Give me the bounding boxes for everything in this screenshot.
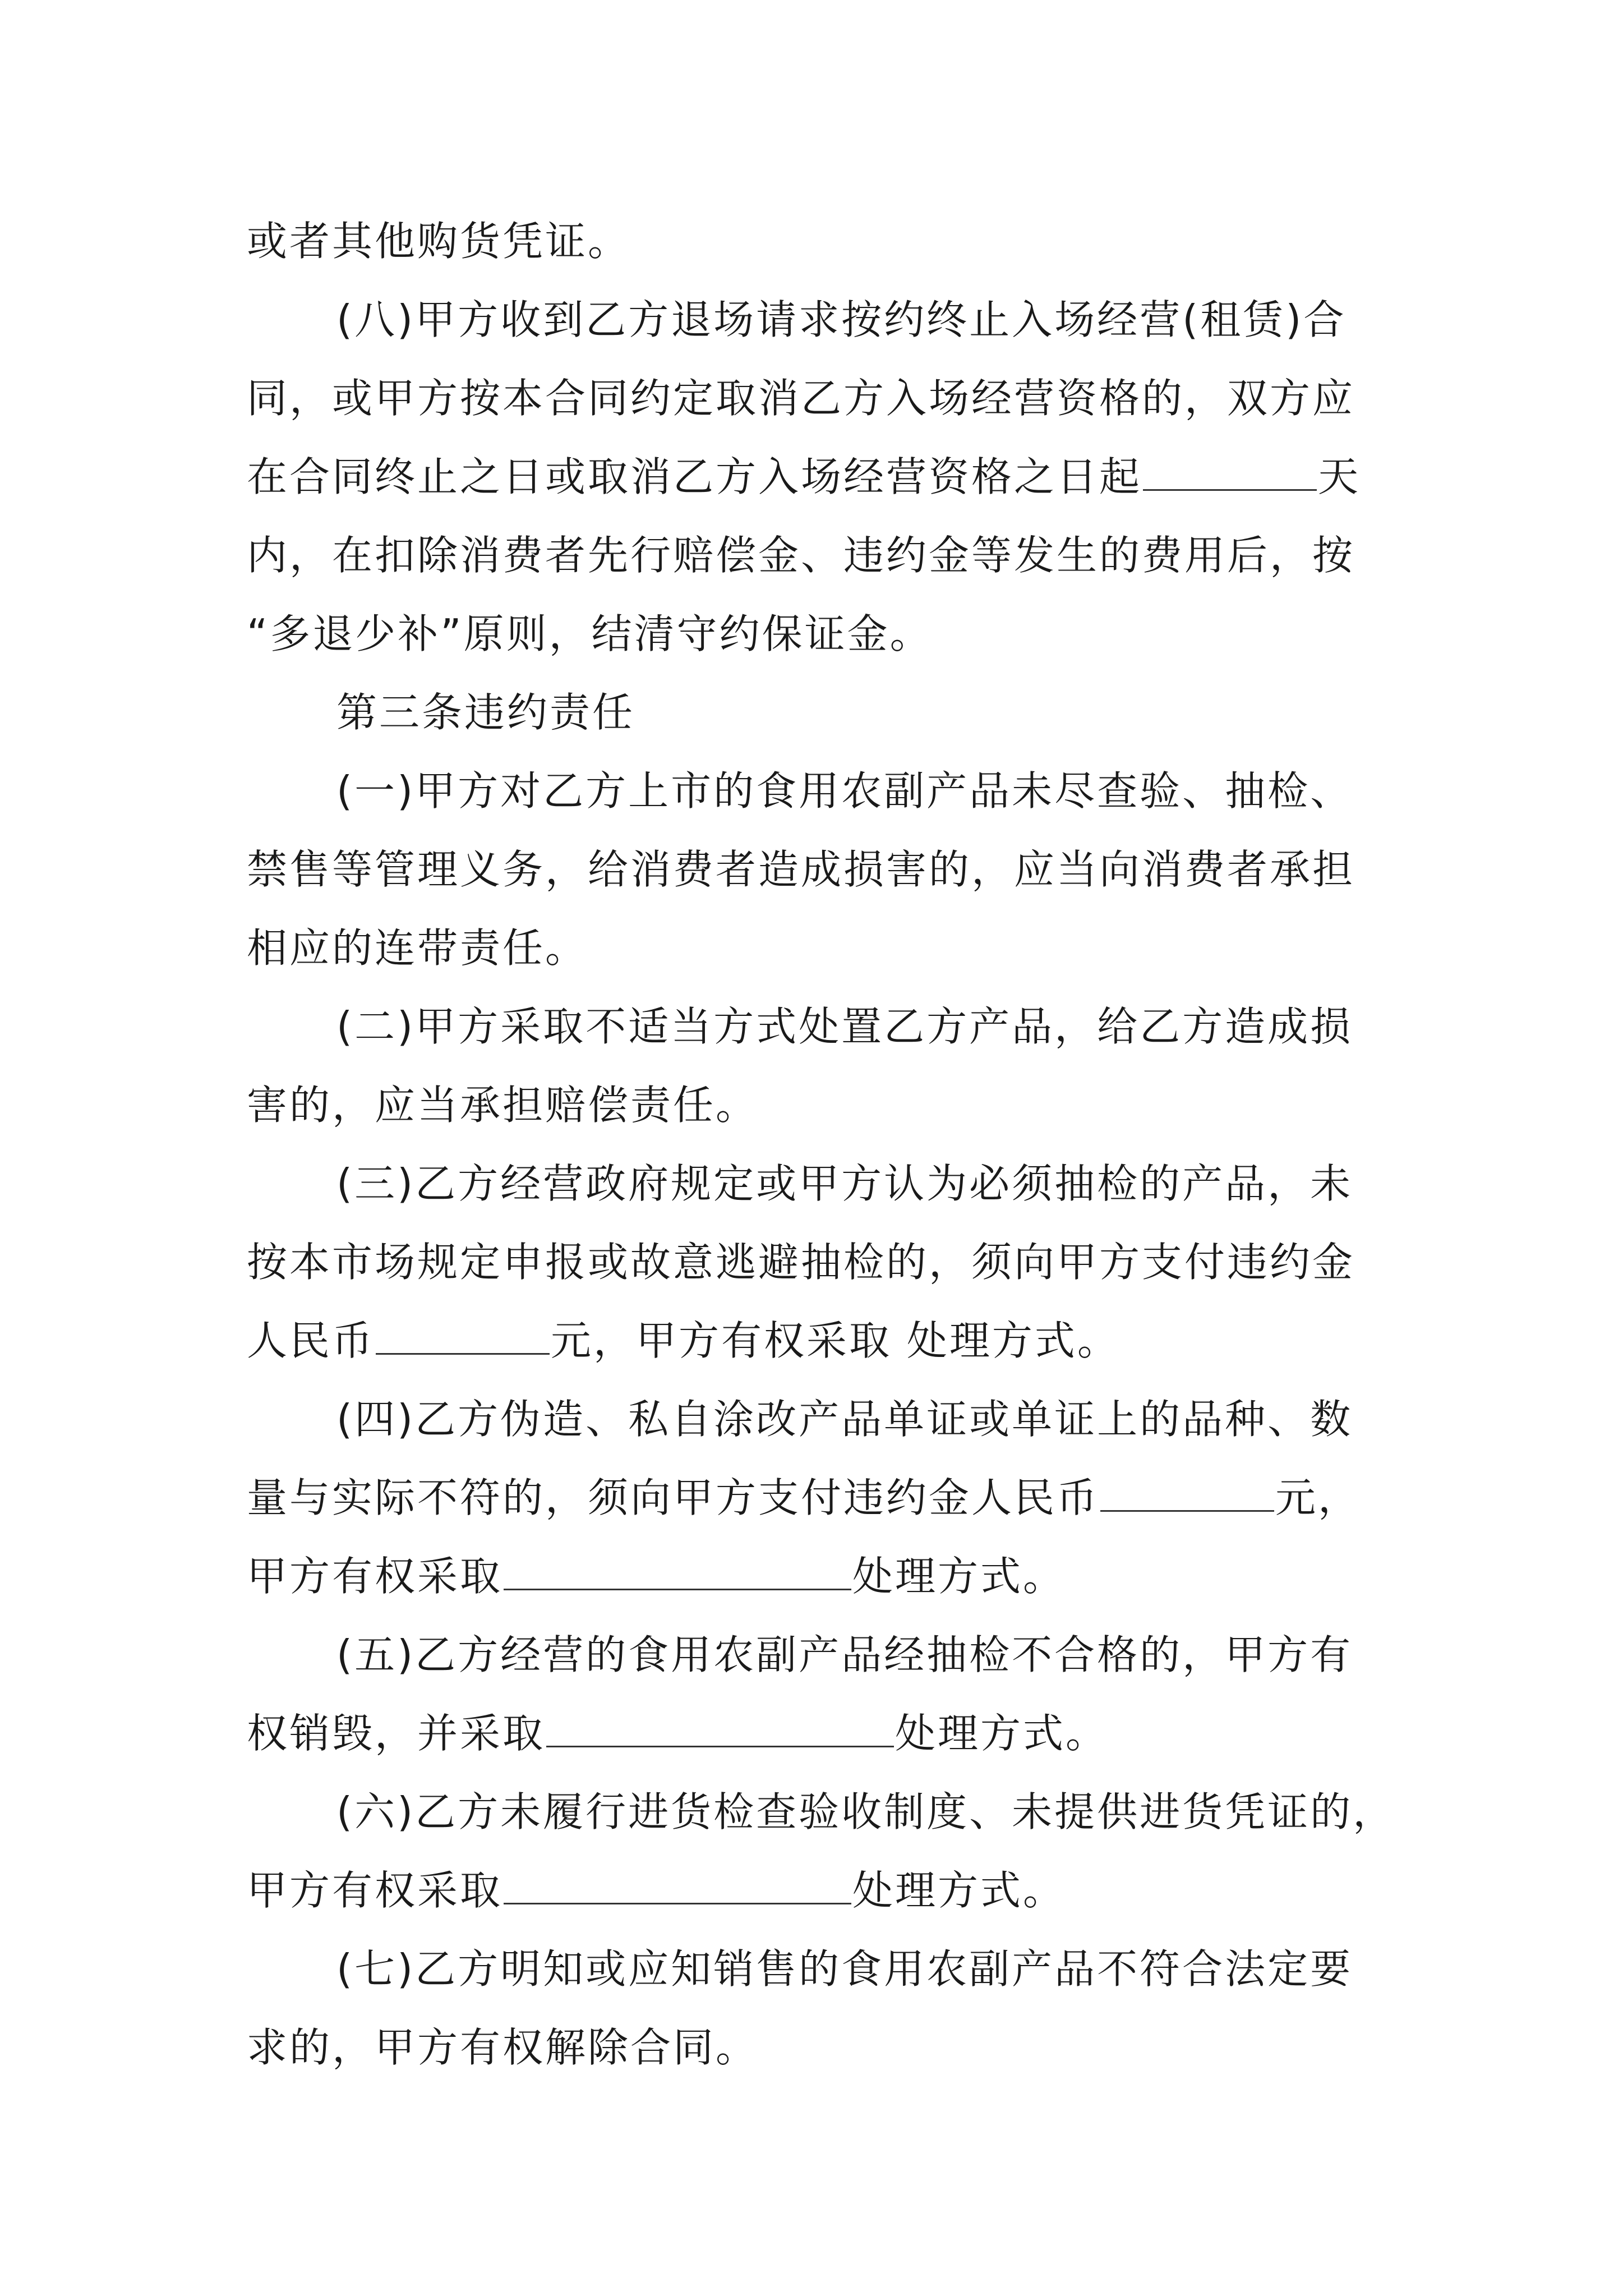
text-line bbox=[247, 365, 1355, 432]
fill-in-blank bbox=[1143, 457, 1317, 491]
section-heading bbox=[336, 679, 635, 746]
text-segment: (七)乙方明知或应知销售的食用农副产品不符合法定要 bbox=[336, 1945, 1353, 1993]
text-segment: 处理方式。 bbox=[852, 1553, 1066, 1600]
text-segment: 第三条违约责任 bbox=[336, 689, 635, 736]
text-line bbox=[247, 914, 588, 982]
text-segment: “多退少补”原则，结清守约保证金。 bbox=[247, 610, 933, 657]
text-segment: (八)甲方收到乙方退场请求按约终止入场经营(租赁)合 bbox=[336, 296, 1347, 343]
text-segment: 禁售等管理义务，给消费者造成损害的，应当向消费者承担 bbox=[247, 846, 1355, 893]
text-line bbox=[336, 1621, 1353, 1688]
text-line bbox=[247, 1464, 1361, 1531]
text-line bbox=[336, 993, 1353, 1060]
text-segment: 内，在扣除消费者先行赔偿金、违约金等发生的费用后，按 bbox=[247, 532, 1355, 579]
text-line bbox=[336, 1150, 1353, 1217]
text-line bbox=[247, 208, 630, 275]
text-segment: 元，甲方有权采取 处理方式。 bbox=[551, 1317, 1120, 1364]
text-segment: (四)乙方伪造、私自涂改产品单证或单证上的品种、数 bbox=[336, 1396, 1353, 1443]
text-segment: 相应的连带责任。 bbox=[247, 924, 588, 972]
text-line bbox=[247, 1071, 758, 1139]
text-segment: 量与实际不符的，须向甲方支付违约金人民币 bbox=[247, 1474, 1100, 1521]
fill-in-blank bbox=[376, 1320, 550, 1355]
text-line bbox=[247, 1228, 1355, 1296]
text-segment: 同，或甲方按本合同约定取消乙方入场经营资格的，双方应 bbox=[247, 375, 1355, 422]
text-segment: 甲方有权采取 bbox=[247, 1867, 503, 1914]
fill-in-blank bbox=[504, 1870, 851, 1904]
text-segment: 或者其他购货凭证。 bbox=[247, 218, 631, 265]
text-line bbox=[247, 600, 933, 668]
text-line bbox=[247, 443, 1361, 510]
text-line bbox=[247, 1543, 1066, 1610]
text-segment: 甲方有权采取 bbox=[247, 1553, 503, 1600]
text-line bbox=[336, 286, 1346, 353]
text-line bbox=[336, 1386, 1353, 1453]
text-segment: (五)乙方经营的食用农副产品经抽检不合格的，甲方有 bbox=[336, 1631, 1353, 1678]
fill-in-blank bbox=[1100, 1478, 1274, 1512]
fill-in-blank bbox=[546, 1713, 894, 1747]
fill-in-blank bbox=[504, 1556, 851, 1590]
text-line bbox=[247, 2014, 758, 2081]
text-segment: 求的，甲方有权解除合同。 bbox=[247, 2024, 759, 2071]
text-line bbox=[336, 757, 1353, 825]
text-line bbox=[247, 836, 1355, 903]
text-line bbox=[247, 1700, 1108, 1767]
text-segment: 按本市场规定申报或故意逃避抽检的，须向甲方支付违约金 bbox=[247, 1239, 1355, 1286]
text-segment: 元， bbox=[1275, 1474, 1361, 1521]
text-segment: 天 bbox=[1318, 453, 1361, 500]
text-segment: (一)甲方对乙方上市的食用农副产品未尽查验、抽检、 bbox=[336, 767, 1353, 815]
text-segment: 在合同终止之日或取消乙方入场经营资格之日起 bbox=[247, 453, 1142, 500]
text-line bbox=[247, 1307, 1120, 1374]
text-line bbox=[336, 1778, 1395, 1846]
text-segment: 人民币 bbox=[247, 1317, 375, 1364]
text-segment: (六)乙方未履行进货检查验收制度、未提供进货凭证的， bbox=[336, 1788, 1396, 1835]
text-segment: 权销毁，并采取 bbox=[247, 1710, 546, 1757]
text-line bbox=[336, 1935, 1353, 2003]
text-segment: 处理方式。 bbox=[852, 1867, 1066, 1914]
text-line bbox=[247, 1857, 1066, 1924]
text-segment: (三)乙方经营政府规定或甲方认为必须抽检的产品，未 bbox=[336, 1160, 1353, 1207]
text-segment: (二)甲方采取不适当方式处置乙方产品，给乙方造成损 bbox=[336, 1003, 1353, 1050]
text-segment: 害的，应当承担赔偿责任。 bbox=[247, 1082, 759, 1129]
text-segment: 处理方式。 bbox=[895, 1710, 1109, 1757]
text-line bbox=[247, 522, 1355, 589]
